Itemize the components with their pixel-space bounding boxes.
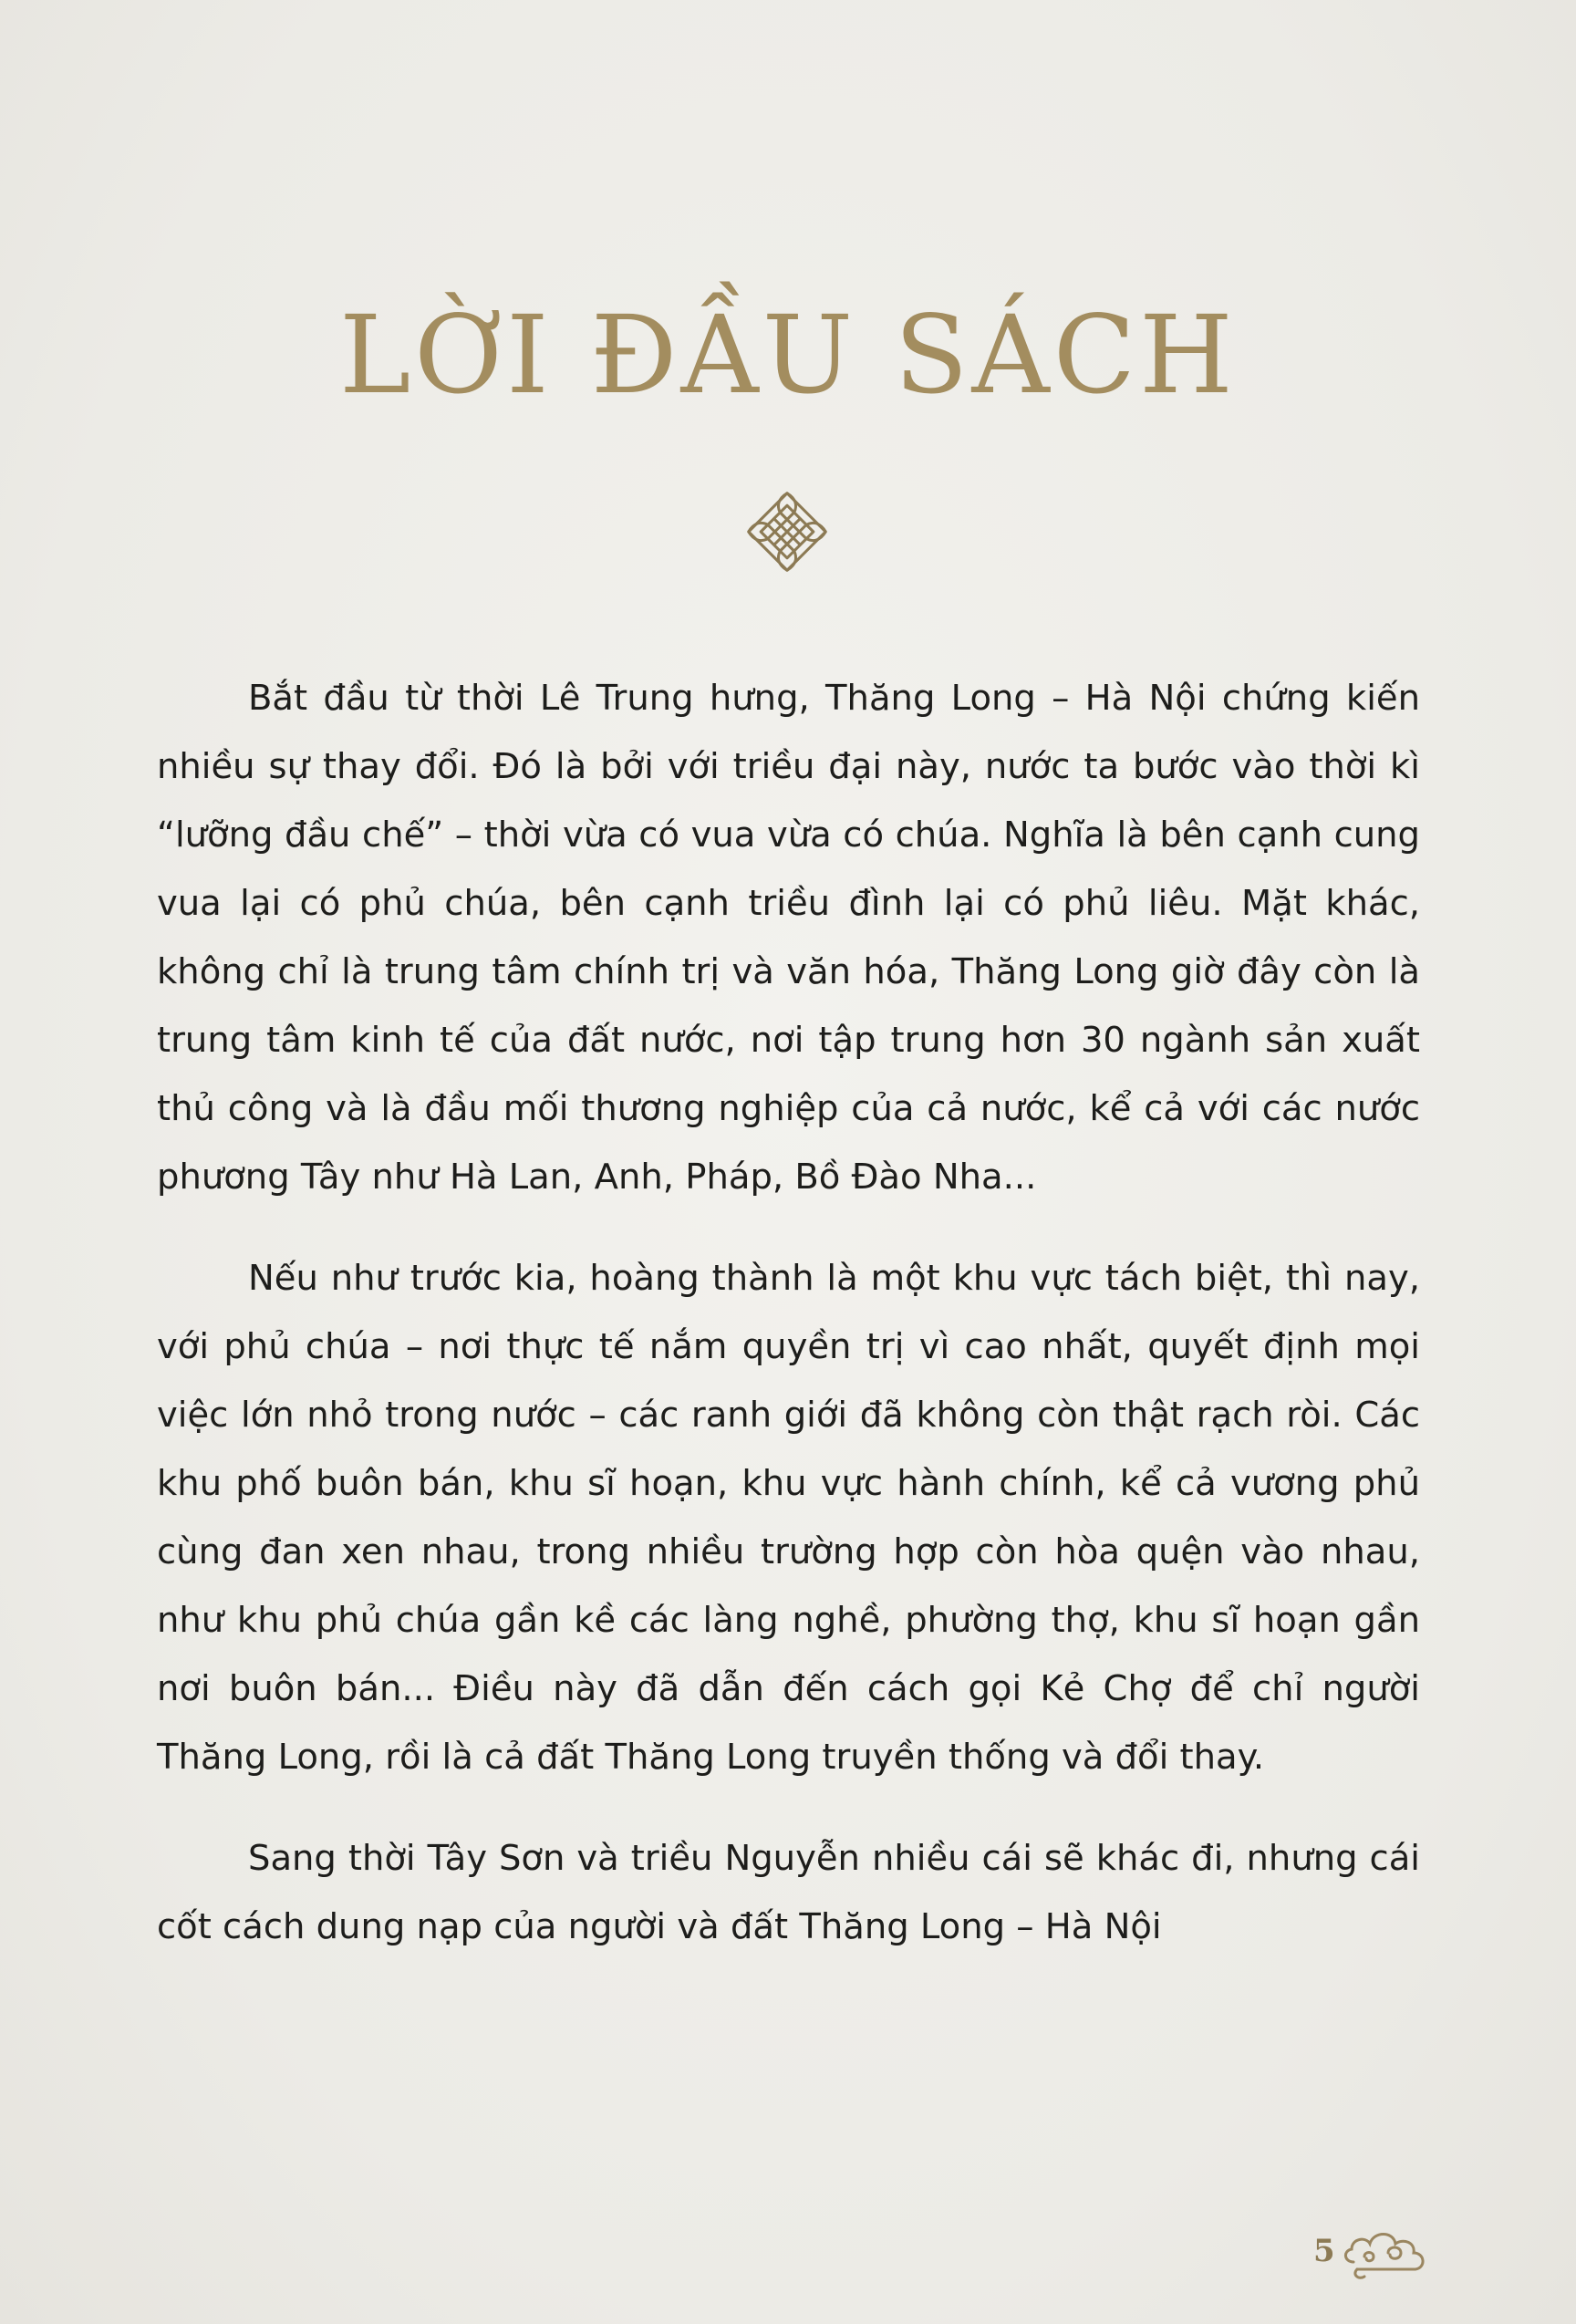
endless-knot-icon	[743, 488, 831, 576]
cloud-ornament-icon	[1337, 2216, 1437, 2284]
paragraph: Sang thời Tây Sơn và triều Nguyễn nhiều cái sẽ khác đi, nhưng cái cốt cách dung nạp của người và đất Thăng Long – Hà Nội	[157, 1838, 1420, 1947]
page-footer	[1313, 2216, 1441, 2289]
page-title: LỜI ĐẦU SÁCH	[339, 292, 1237, 418]
preface-body	[157, 664, 1420, 1994]
paragraph: Nếu như trước kia, hoàng thành là một khu vực tách biệt, thì nay, với phủ chúa – nơi thực tế nắm quyền trị vì cao nhất, quyết định mọi việc lớn nhỏ trong nước – các ranh giới đã không còn thật rạch ròi. Các khu phố buôn bán, khu sĩ hoạn, khu vực hành chính, kể cả vương phủ cùng đan xen nhau, trong nhiều trường hợp còn hòa quện vào nhau, như khu phủ chúa gần kề các làng nghề, phường thợ, khu sĩ hoạn gần nơi buôn bán... Điều này đã dẫn đến cách gọi Kẻ Chợ để chỉ người Thăng Long, rồi là cả đất Thăng Long truyền thống và đổi thay.	[157, 1258, 1420, 1778]
page-number: 5	[1313, 2233, 1335, 2269]
paragraph: Bắt đầu từ thời Lê Trung hưng, Thăng Long – Hà Nội chứng kiến nhiều sự thay đổi. Đó là bởi với triều đại này, nước ta bước vào thời kì “lưỡng đầu chế” – thời vừa có vua vừa có chúa. Nghĩa là bên cạnh cung vua lại có phủ chúa, bên cạnh triều đình lại có phủ liêu. Mặt khác, không chỉ là trung tâm chính trị và văn hóa, Thăng Long giờ đây còn là trung tâm kinh tế của đất nước, nơi tập trung hơn 30 ngành sản xuất thủ công và là đầu mối thương nghiệp của cả nước, kể cả với các nước phương Tây như Hà Lan, Anh, Pháp, Bồ Đào Nha...	[157, 678, 1420, 1198]
